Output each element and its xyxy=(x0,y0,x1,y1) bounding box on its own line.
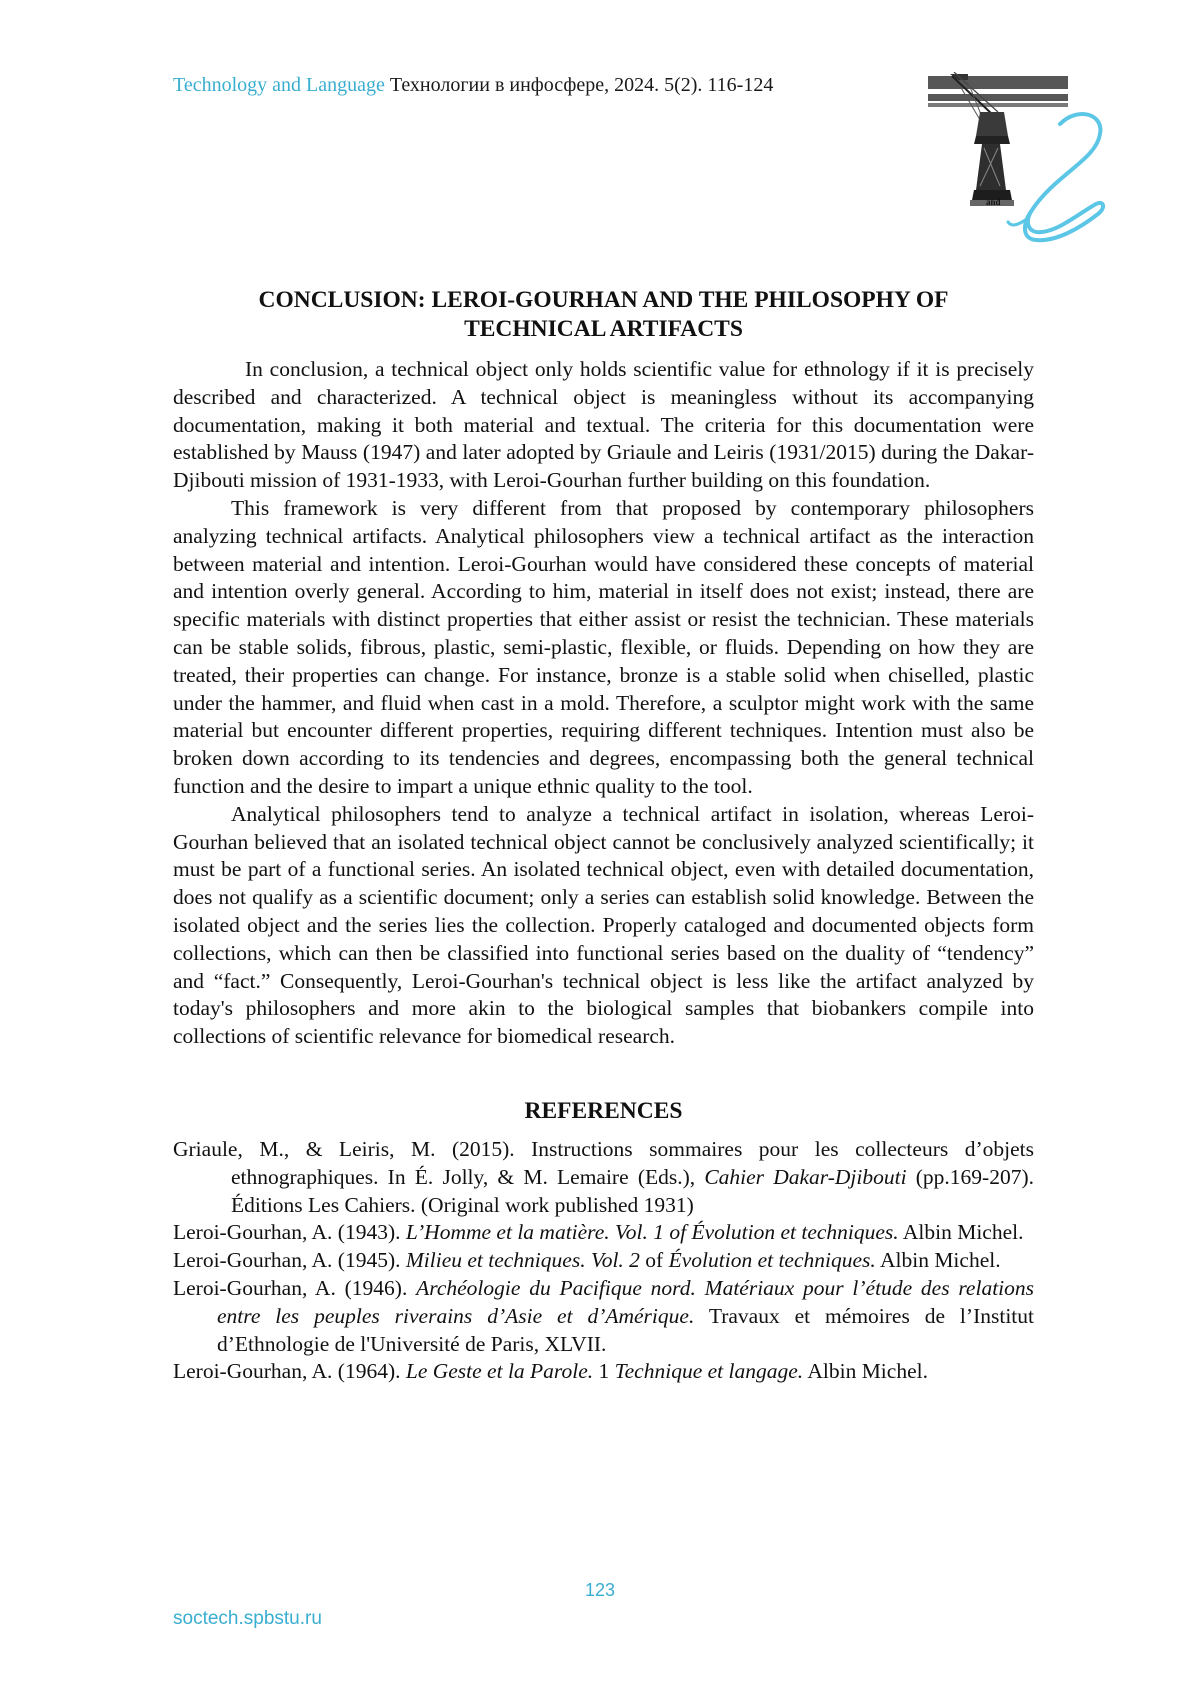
paragraph-1: In conclusion, a technical object only holds scientific value for ethnology if it is precisely described and characterized. A technical object is meaningless without its accompanying documentation, making it both material and textual. The criteria for this documentation were established by Mauss (1947) and later adopted by Griaule and Leiris (1931/2015) during the Dakar-Djibouti mission of 1931-1933, with Leroi-Gourhan further building on this foundation. xyxy=(173,357,1034,493)
page-number: 123 xyxy=(584,1580,616,1600)
section-title: CONCLUSION: LEROI-GOURHAN AND THE PHILOSOPHY OF TECHNICAL ARTIFACTS xyxy=(258,287,949,342)
logo-text: and xyxy=(986,197,1001,207)
reference-item: Leroi-Gourhan, A. (1943). L’Homme et la matière. Vol. 1 of Évolution et techniques. Albin Michel. xyxy=(173,1220,1024,1245)
paragraph-2: This framework is very different from that proposed by contemporary philosophers analyzing technical artifacts. Analytical philosophers view a technical artifact as the interaction between material and intention. Leroi-Gourhan would have considered these concepts of material and intention overly general. According to him, material in itself does not exist; instead, there are specific materials with distinct properties that either assist or resist the technician. These materials can be stable solids, fibrous, plastic, semi-plastic, flexible, or fluids. Depending on how they are treated, their properties can change. For instance, bronze is a stable solid when chiselled, plastic under the hammer, and fluid when cast in a mold. Therefore, a sculptor might work with the same material but encounter different properties, requiring different techniques. Intention must also be broken down according to its tendencies and degrees, encompassing both the general technical function and the desire to impart a unique ethnic quality to the tool. xyxy=(173,495,1034,798)
journal-title-en: Technology and Language xyxy=(173,74,385,96)
footer-url: soctech.spbstu.ru xyxy=(173,1608,322,1629)
reference-item: Griaule, M., & Leiris, M. (2015). Instructions sommaires pour les collecteurs d’objets ethnographiques. In É. Jolly, & M. Lemaire (Eds.), Cahier Dakar-Djibouti (pp.169-207). Éditions Les Cahiers. (Original work published 1931) xyxy=(173,1136,1034,1217)
references-title: REFERENCES xyxy=(524,1097,683,1124)
running-header xyxy=(173,72,773,98)
article-body xyxy=(173,286,1034,1386)
logo-letter-l-icon xyxy=(1025,114,1103,240)
reference-item: Leroi-Gourhan, A. (1945). Milieu et techniques. Vol. 2 of Évolution et techniques. Albin Michel. xyxy=(173,1248,1001,1273)
journal-citation-ru: Технологии в инфосфере, 2024. 5(2). 116-124 xyxy=(389,74,774,96)
paragraph-3: Analytical philosophers tend to analyze a technical artifact in isolation, whereas Leroi-Gourhan believed that an isolated technical object cannot be conclusively analyzed scientifically; it must be part of a functional series. An isolated technical object, even with detailed documentation, does not qualify as a scientific document; only a series can establish solid knowledge. Between the isolated object and the series lies the collection. Properly cataloged and documented objects form collections, which can then be classified into functional series based on the duality of “tendency” and “fact.” Consequently, Leroi-Gourhan's technical object is less like the artifact analyzed by today's philosophers and more akin to the biological samples that biobankers compile into collections of scientific relevance for biomedical research. xyxy=(173,801,1034,1049)
reference-item: Leroi-Gourhan, A. (1964). Le Geste et la Parole. 1 Technique et langage. Albin Michel. xyxy=(173,1359,928,1384)
reference-item: Leroi-Gourhan, A. (1946). Archéologie du Pacifique nord. Matériaux pour l’étude des relations entre les peuples riverains d’Asie et d’Amérique. Travaux et mémoires de l’Institut d’Ethnologie de l'Université de Paris, XLVII. xyxy=(173,1275,1035,1356)
journal-logo xyxy=(928,72,1108,247)
crane-tower-logo-icon xyxy=(928,72,1068,206)
